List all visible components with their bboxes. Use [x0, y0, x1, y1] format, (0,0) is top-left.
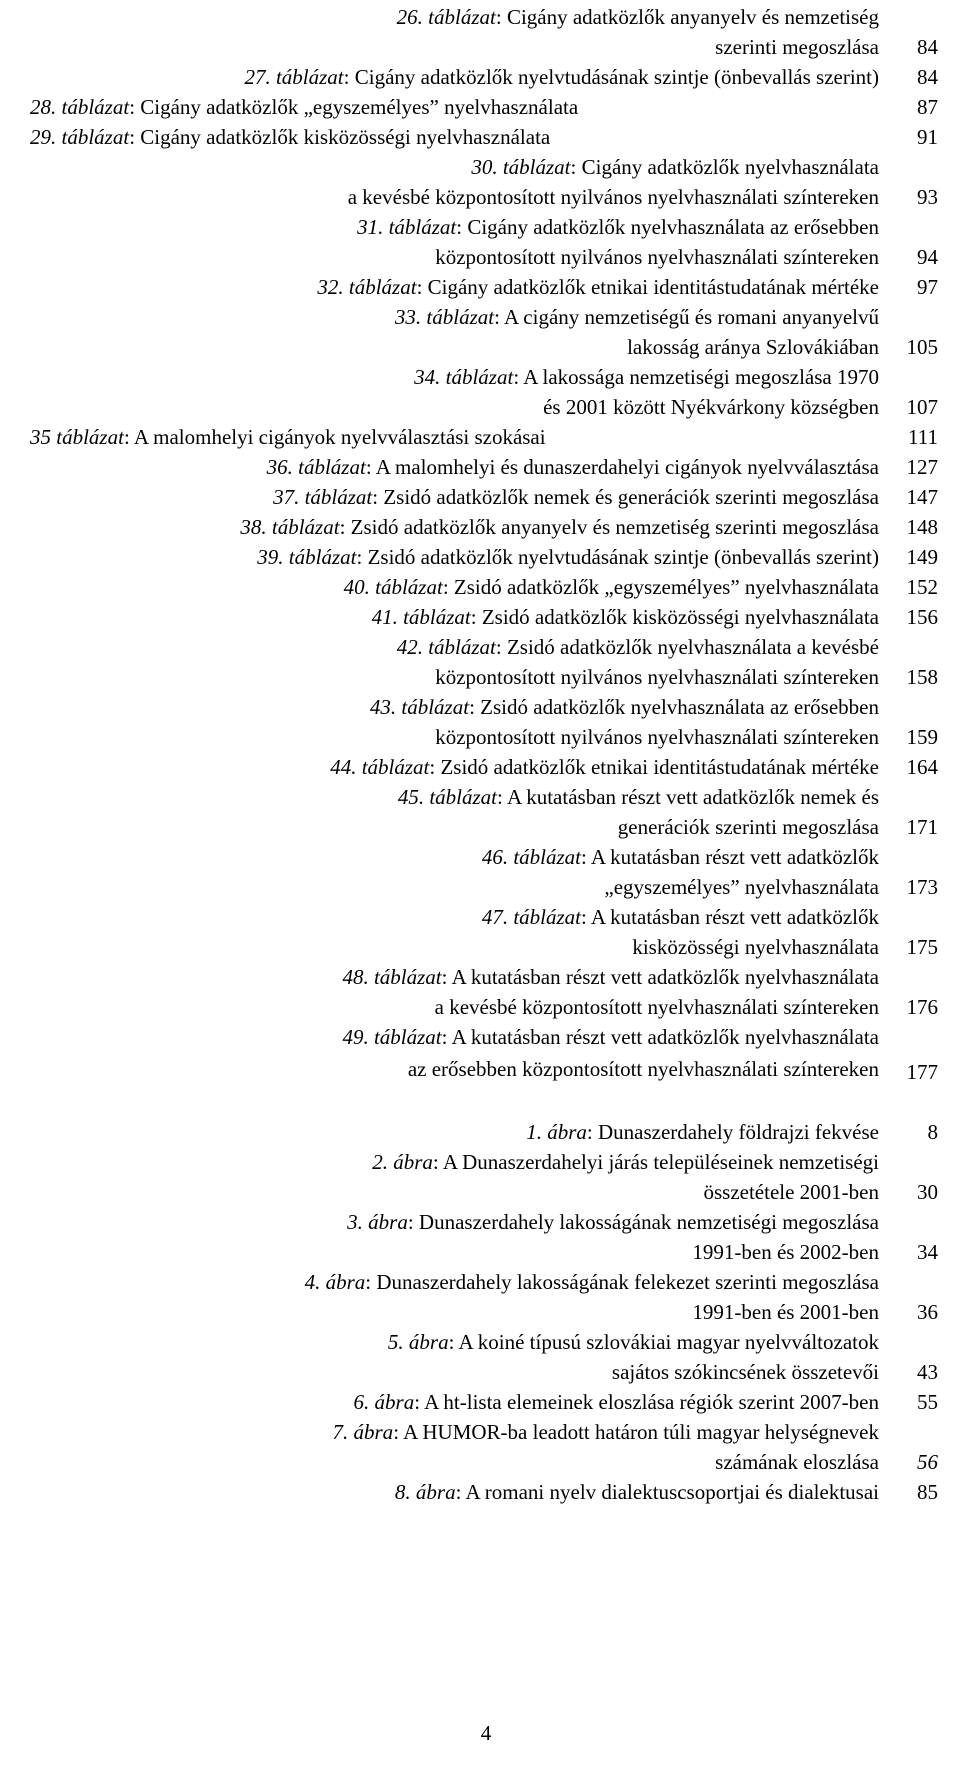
entry-title: generációk szerinti megoszlása [617, 815, 879, 839]
entry-title: : Cigány adatközlők nyelvhasználata [570, 155, 879, 179]
entry-number: 46. táblázat [481, 845, 581, 869]
entry-page-number: 87 [917, 95, 938, 119]
entry-page-number: 164 [906, 755, 938, 779]
entry-number: 43. táblázat [369, 695, 470, 719]
entry-title: számának eloszlása [715, 1450, 879, 1474]
toc-entry-line [414, 362, 879, 392]
entry-title: az erősebben központosított nyelvhasználati színtereken [407, 1057, 879, 1081]
entry-page-number: 111 [908, 425, 938, 449]
entry-title: : A kutatásban részt vett adatközlők nyelvhasználata [441, 965, 879, 989]
entry-title: : A kutatásban részt vett adatközlők nemek és [497, 785, 879, 809]
entry-title: és 2001 között Nyékvárkony községben [543, 395, 879, 419]
toc-entry-line [703, 1177, 879, 1207]
toc-entry-line [692, 1297, 879, 1327]
entry-number: 4. ábra [304, 1270, 366, 1294]
entry-number: 6. ábra [353, 1390, 415, 1414]
entry-page-number: 85 [917, 1480, 938, 1504]
entry-page-number: 173 [906, 875, 938, 899]
toc-entry-line [632, 932, 879, 962]
entry-page-number: 56 [917, 1450, 938, 1474]
entry-number: 36. táblázat [266, 455, 366, 479]
toc-entry-line [715, 32, 879, 62]
entry-number: 3. ábra [347, 1210, 408, 1234]
entry-page-number: 84 [917, 65, 938, 89]
page-number: 4 [480, 1721, 492, 1745]
entry-number: 40. táblázat [343, 575, 443, 599]
entry-title: központosított nyilvános nyelvhasználati színtereken [435, 665, 879, 689]
entry-page-number: 93 [917, 185, 938, 209]
entry-number: 39. táblázat [257, 545, 357, 569]
entry-number: 31. táblázat [357, 215, 457, 239]
entry-number: 27. táblázat [244, 65, 344, 89]
entry-page-number: 105 [906, 335, 938, 359]
entry-title: : A malomhelyi cigányok nyelvválasztási szokásai [123, 425, 546, 449]
toc-entry-line [395, 302, 879, 332]
toc-entry-line [348, 182, 879, 212]
entry-page-number: 91 [917, 125, 938, 149]
entry-page-number: 84 [917, 35, 938, 59]
toc-entry-line [305, 1267, 879, 1297]
toc-entry-line [482, 842, 879, 872]
entry-title: : Cigány adatközlők kisközösségi nyelvhasználata [129, 125, 551, 149]
entry-page-number: 107 [906, 395, 938, 419]
toc-entry-line [435, 722, 879, 752]
entry-number: 7. ábra [332, 1420, 394, 1444]
entry-title: : Cigány adatközlők „egyszemélyes” nyelvhasználata [129, 95, 579, 119]
toc-entry-line [715, 1447, 879, 1477]
toc-entry-line [627, 332, 879, 362]
entry-number: 2. ábra [372, 1150, 433, 1174]
entry-page-number: 175 [906, 935, 938, 959]
entry-title: : Zsidó adatközlők etnikai identitástudatának mértéke [429, 755, 879, 779]
entry-number: 32. táblázat [317, 275, 417, 299]
toc-entry-line [397, 632, 879, 662]
toc-entry-line [342, 1022, 879, 1052]
entry-title: 1991-ben és 2002-ben [692, 1240, 879, 1264]
entry-title: lakosság aránya Szlovákiában [627, 335, 879, 359]
toc-entry-line [30, 92, 578, 122]
entry-page-number: 159 [906, 725, 938, 749]
entry-number: 8. ábra [394, 1480, 456, 1504]
entry-number: 35 táblázat [30, 425, 124, 449]
toc-entry-line [372, 1147, 879, 1177]
entry-number: 47. táblázat [481, 905, 581, 929]
entry-page-number: 97 [917, 275, 938, 299]
entry-page-number: 30 [917, 1180, 938, 1204]
entry-title: : A kutatásban részt vett adatközlők [581, 905, 879, 929]
entry-title: a kevésbé központosított nyelvhasználati színtereken [434, 995, 879, 1019]
entry-page-number: 176 [906, 995, 938, 1019]
entry-title: : Zsidó adatközlők nyelvhasználata a kevésbé [495, 635, 879, 659]
toc-entry-line [370, 692, 879, 722]
toc-entry-line [30, 122, 550, 152]
entry-number: 30. táblázat [471, 155, 571, 179]
entry-title: a kevésbé központosított nyilvános nyelvhasználati színtereken [347, 185, 879, 209]
toc-entry-line [397, 2, 879, 32]
entry-number: 28. táblázat [30, 95, 130, 119]
entry-title: : Dunaszerdahely földrajzi fekvése [586, 1120, 879, 1144]
entry-title: : Zsidó adatközlők nemek és generációk szerinti megoszlása [372, 485, 879, 509]
entry-number: 45. táblázat [397, 785, 498, 809]
toc-entry-line [354, 1387, 879, 1417]
entry-page-number: 158 [906, 665, 938, 689]
entry-title: sajátos szókincsének összetevői [611, 1360, 879, 1384]
toc-entry-line [244, 62, 879, 92]
entry-title: kisközösségi nyelvhasználata [632, 935, 879, 959]
toc-entry-line [612, 1357, 879, 1387]
toc-entry-line [543, 392, 879, 422]
entry-number: 26. táblázat [396, 5, 496, 29]
toc-entry-line [395, 1477, 879, 1507]
entry-page-number: 34 [917, 1240, 938, 1264]
entry-title: : A romani nyelv dialektuscsoportjai és dialektusai [455, 1480, 879, 1504]
entry-page-number: 148 [906, 515, 938, 539]
entry-title: 1991-ben és 2001-ben [692, 1300, 879, 1324]
toc-entry-line [618, 812, 879, 842]
toc-entry-line [357, 212, 879, 242]
entry-number: 41. táblázat [371, 605, 471, 629]
entry-number: 29. táblázat [30, 125, 130, 149]
entry-title: központosított nyilvános nyelvhasználati színtereken [435, 725, 879, 749]
entry-page-number: 171 [906, 815, 938, 839]
entry-number: 1. ábra [526, 1120, 587, 1144]
entry-page-number: 156 [906, 605, 938, 629]
entry-page-number: 94 [917, 245, 938, 269]
entry-title: : Cigány adatközlők anyanyelv és nemzetiség [495, 5, 879, 29]
entry-number: 37. táblázat [273, 485, 373, 509]
entry-page-number: 177 [906, 1060, 938, 1084]
toc-entry-line [604, 872, 879, 902]
entry-number: 38. táblázat [240, 515, 340, 539]
entry-title: : Zsidó adatközlők anyanyelv és nemzetiség szerinti megoszlása [339, 515, 879, 539]
toc-entry-line [267, 452, 879, 482]
toc-entry-line [257, 542, 879, 572]
entry-title: : Dunaszerdahely lakosságának nemzetiségi megoszlása [407, 1210, 879, 1234]
entry-page-number: 8 [927, 1120, 938, 1144]
entry-title: összetétele 2001-ben [703, 1180, 879, 1204]
entry-page-number: 55 [917, 1390, 938, 1414]
entry-title: : A kutatásban részt vett adatközlők nyelvhasználata [441, 1025, 879, 1049]
entry-title: : A Dunaszerdahelyi járás településeinek nemzetiségi [432, 1150, 879, 1174]
toc-entry-line [342, 962, 879, 992]
entry-title: : Dunaszerdahely lakosságának felekezet szerinti megoszlása [365, 1270, 879, 1294]
toc-entry-line [398, 782, 879, 812]
entry-title: : A HUMOR-ba leadott határon túli magyar helységnevek [393, 1420, 879, 1444]
toc-entry-line [372, 602, 879, 632]
entry-title: : Cigány adatközlők nyelvhasználata az erősebben [456, 215, 879, 239]
toc-entry-line [408, 1054, 879, 1084]
entry-title: : A koiné típusú szlovákiai magyar nyelvváltozatok [448, 1330, 879, 1354]
toc-entry-line [692, 1237, 879, 1267]
entry-title: : A lakossága nemzetiségi megoszlása 1970 [513, 365, 879, 389]
entry-page-number: 152 [906, 575, 938, 599]
toc-entry-line [317, 272, 879, 302]
entry-title: : A kutatásban részt vett adatközlők [581, 845, 879, 869]
toc-entry-line [482, 902, 879, 932]
entry-title: : Zsidó adatközlők nyelvhasználata az erősebben [469, 695, 879, 719]
entry-title: szerinti megoszlása [715, 35, 879, 59]
entry-title: : Cigány adatközlők nyelvtudásának szintje (önbevallás szerint) [343, 65, 879, 89]
entry-title: központosított nyilvános nyelvhasználati színtereken [435, 245, 879, 269]
entry-title: : A malomhelyi és dunaszerdahelyi cigányok nyelvválasztása [365, 455, 879, 479]
entry-title: : Zsidó adatközlők kisközösségi nyelvhasználata [470, 605, 879, 629]
entry-number: 44. táblázat [330, 755, 430, 779]
entry-title: : A ht-lista elemeinek eloszlása régiók szerint 2007-ben [414, 1390, 879, 1414]
toc-entry-line [240, 512, 879, 542]
entry-number: 49. táblázat [342, 1025, 442, 1049]
entry-title: : A cigány nemzetiségű és romani anyanyelvű [494, 305, 879, 329]
entry-page-number: 147 [906, 485, 938, 509]
entry-title: : Zsidó adatközlők nyelvtudásának szintje (önbevallás szerint) [356, 545, 879, 569]
entry-number: 5. ábra [387, 1330, 449, 1354]
entry-number: 48. táblázat [342, 965, 442, 989]
toc-entry-line [526, 1117, 879, 1147]
toc-entry-line [347, 1207, 879, 1237]
toc-entry-line [344, 572, 879, 602]
toc-entry-line [435, 242, 879, 272]
entry-number: 42. táblázat [396, 635, 496, 659]
toc-entry-line [435, 662, 879, 692]
entry-page-number: 127 [906, 455, 938, 479]
entry-title: : Zsidó adatközlők „egyszemélyes” nyelvhasználata [442, 575, 879, 599]
toc-entry-line [471, 152, 879, 182]
entry-title: : Cigány adatközlők etnikai identitástudatának mértéke [416, 275, 879, 299]
entry-page-number: 43 [917, 1360, 938, 1384]
toc-entry-line [435, 992, 879, 1022]
toc-entry-line [330, 752, 879, 782]
toc-entry-line [333, 1417, 880, 1447]
entry-title: „egyszemélyes” nyelvhasználata [604, 875, 879, 899]
toc-entry-line [273, 482, 879, 512]
toc-entry-line [30, 422, 546, 452]
entry-page-number: 36 [917, 1300, 938, 1324]
entry-number: 33. táblázat [394, 305, 495, 329]
entry-number: 34. táblázat [414, 365, 514, 389]
entry-page-number: 149 [906, 545, 938, 569]
toc-entry-line [388, 1327, 879, 1357]
